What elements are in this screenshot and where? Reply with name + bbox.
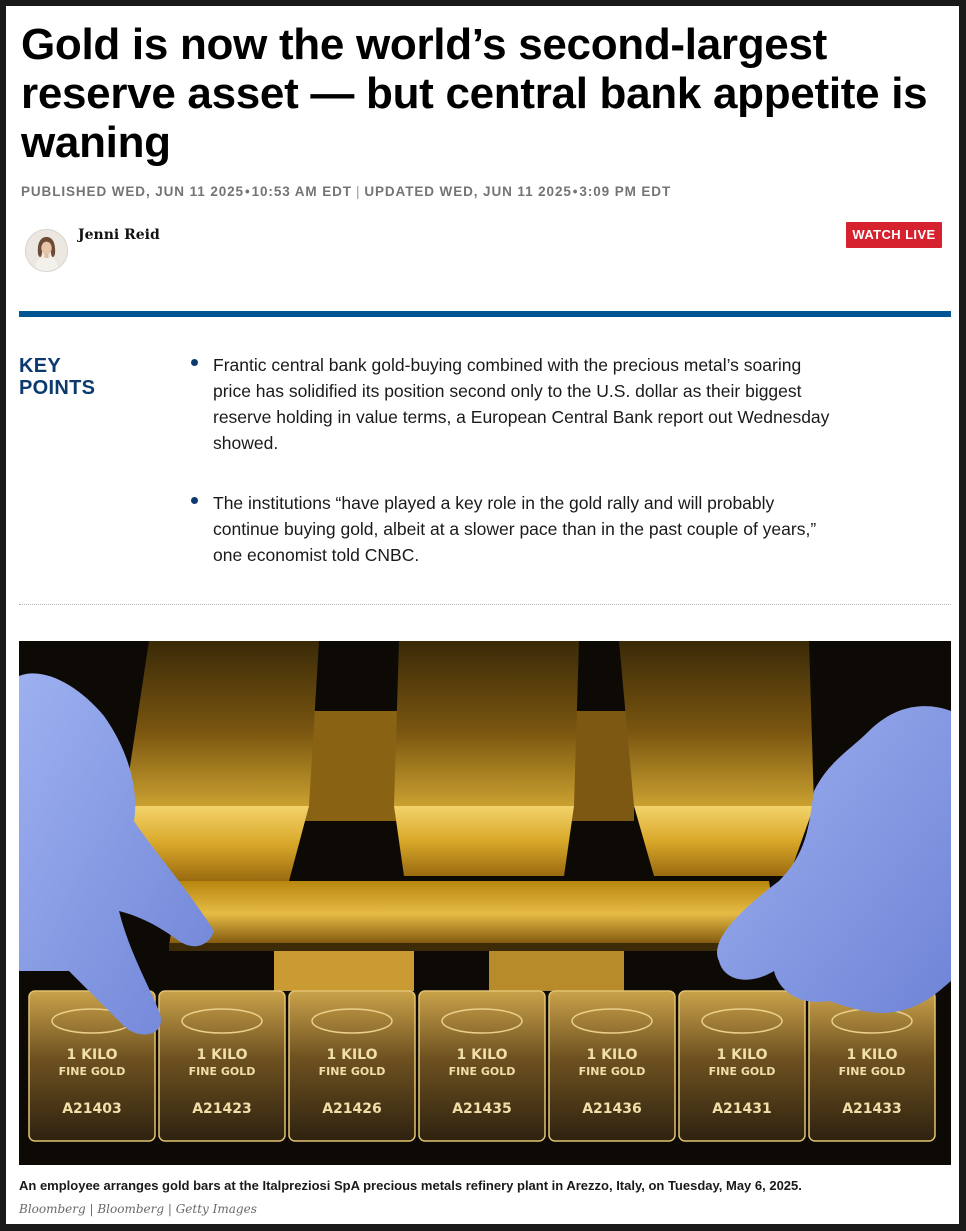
gold-bar-5 xyxy=(679,991,805,1141)
bar-weight: 1 KILO xyxy=(716,1047,768,1063)
bar-serial: A21426 xyxy=(322,1101,382,1117)
dotted-divider xyxy=(19,604,951,605)
gold-bar-6 xyxy=(809,991,935,1141)
key-points-heading-line1: KEY xyxy=(19,355,62,377)
key-points-list xyxy=(190,352,840,602)
article-page xyxy=(6,6,959,1224)
published-time: 10:53 AM EDT xyxy=(251,184,352,199)
key-point-item xyxy=(190,352,840,456)
timestamp-separator: | xyxy=(355,184,361,199)
author-avatar[interactable] xyxy=(25,229,68,272)
bar-weight: 1 KILO xyxy=(586,1047,638,1063)
key-points-heading-line2: POINTS xyxy=(19,377,96,399)
bar-weight: 1 KILO xyxy=(456,1047,508,1063)
bar-purity: FINE GOLD xyxy=(448,1065,516,1078)
bar-serial: A21403 xyxy=(62,1101,122,1117)
small-bars-row xyxy=(29,991,935,1141)
key-points-heading xyxy=(19,355,129,399)
bar-weight: 1 KILO xyxy=(196,1047,248,1063)
updated-dot: • xyxy=(572,184,579,199)
watch-live-button[interactable]: WATCH LIVE xyxy=(846,222,942,248)
gold-bar-4 xyxy=(549,991,675,1141)
updated-time: 3:09 PM EDT xyxy=(579,184,672,199)
bar-purity: FINE GOLD xyxy=(838,1065,906,1078)
bar-purity: FINE GOLD xyxy=(578,1065,646,1078)
key-point-item xyxy=(190,490,840,568)
article-timestamps xyxy=(21,184,921,199)
article-headline: Gold is now the world’s second-largest reserve asset — but central bank appetite is waning xyxy=(21,20,928,167)
bar-weight: 1 KILO xyxy=(66,1047,118,1063)
bar-purity: FINE GOLD xyxy=(318,1065,386,1078)
gold-bar-3 xyxy=(419,991,545,1141)
key-point-text: The institutions “have played a key role in the gold rally and will probably continue buying gold, albeit at a slower pace than in the past couple of years,” one economist told CNBC. xyxy=(213,493,817,565)
published-dot: • xyxy=(244,184,251,199)
bar-purity: FINE GOLD xyxy=(188,1065,256,1078)
author-name[interactable]: Jenni Reid xyxy=(78,227,160,243)
updated-label: UPDATED WED, JUN 11 2025 xyxy=(364,184,572,199)
bar-weight: 1 KILO xyxy=(326,1047,378,1063)
published-label: PUBLISHED WED, JUN 11 2025 xyxy=(21,184,244,199)
gold-bars-photo xyxy=(19,641,951,1165)
key-point-text: Frantic central bank gold-buying combined with the precious metal’s soaring price has solidified its position second only to the U.S. dollar as their biggest reserve holding in value terms, a European Central Bank report out Wednesday showed. xyxy=(213,355,830,453)
bar-serial: A21435 xyxy=(452,1101,512,1117)
gold-bar-1 xyxy=(159,991,285,1141)
author-portrait-icon xyxy=(26,230,67,271)
bullet-icon xyxy=(191,359,198,366)
bar-purity: FINE GOLD xyxy=(58,1065,126,1078)
article-photo[interactable] xyxy=(19,641,951,1165)
photo-credit[interactable]: Bloomberg | Bloomberg | Getty Images xyxy=(19,1202,257,1216)
photo-caption: An employee arranges gold bars at the Italpreziosi SpA precious metals refinery plant in Arezzo, Italy, on Tuesday, May 6, 2025. xyxy=(19,1178,802,1193)
bar-serial: A21433 xyxy=(842,1101,902,1117)
bar-serial: A21423 xyxy=(192,1101,252,1117)
bar-purity: FINE GOLD xyxy=(708,1065,776,1078)
section-divider xyxy=(19,311,951,317)
bullet-icon xyxy=(191,497,198,504)
bar-serial: A21436 xyxy=(582,1101,642,1117)
gold-bar-2 xyxy=(289,991,415,1141)
bar-weight: 1 KILO xyxy=(846,1047,898,1063)
bar-serial: A21431 xyxy=(712,1101,772,1117)
